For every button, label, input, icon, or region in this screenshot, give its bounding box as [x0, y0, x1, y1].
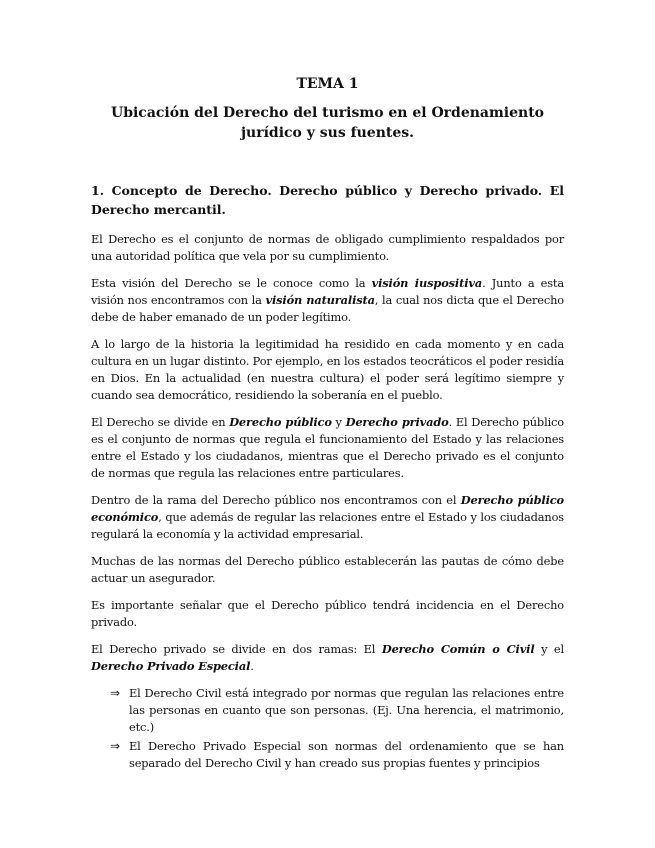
paragraph-4-text-c: y [331, 415, 346, 429]
term-derecho-publico: Derecho público [229, 415, 332, 429]
paragraph-5-text-a: Dentro de la rama del Derecho público nos encontramos con el [91, 493, 461, 507]
term-derecho-privado: Derecho privado [345, 415, 449, 429]
paragraph-3: A lo largo de la historia la legitimidad ha residido en cada momento y en cada cultura en un lugar distinto. Por ejemplo, en los estados teocráticos el poder residía en Dios. En la actualidad (en nuestra cultura) el poder será legítimo siempre y cuando sea democrático, residiendo la soberanía en el pueblo. [91, 337, 564, 402]
arrow-right-icon: ⇒ [110, 739, 120, 753]
paragraph-2 [91, 275, 564, 326]
paragraph-8-text-c: y el [534, 642, 564, 656]
list-item-text: El Derecho Civil está integrado por normas que regulan las relaciones entre las personas en cuanto que son personas. (Ej. Una herencia, el matrimonio, etc.) [129, 686, 564, 734]
paragraph-2-text-a: Esta visión del Derecho se le conoce como la [91, 276, 372, 290]
paragraph-8-text-a: El Derecho privado se divide en dos ramas: El [91, 642, 382, 656]
paragraph-7: Es importante señalar que el Derecho público tendrá incidencia en el Derecho privado. [91, 598, 564, 629]
paragraph-2-text-e: , la cual nos dicta que el Derecho debe de haber emanado de un poder legítimo. [91, 293, 564, 324]
chapter-title: Ubicación del Derecho del turismo en el Ordenamiento jurídico y sus fuentes. [110, 105, 544, 141]
bullet-list [91, 685, 564, 772]
term-vision-naturalista: visión naturalista [265, 293, 375, 307]
paragraph-2-text-c: . Junto a esta visión nos encontramos con la [91, 276, 564, 307]
list-item [91, 738, 564, 772]
chapter-label: TEMA 1 [296, 76, 359, 92]
document-content [91, 75, 564, 774]
paragraph-1: El Derecho es el conjunto de normas de obligado cumplimiento respaldados por una autoridad política que vela por su cumplimiento. [91, 232, 564, 263]
section-heading: 1. Concepto de Derecho. Derecho público y Derecho privado. El Derecho mercantil. [91, 183, 564, 217]
paragraph-8-text-e: . [250, 659, 254, 673]
paragraph-5-text-c: , que además de regular las relaciones entre el Estado y los ciudadanos regulará la economía y la actividad empresarial. [91, 510, 564, 541]
term-derecho-privado-especial: Derecho Privado Especial [91, 659, 251, 673]
paragraph-8 [91, 641, 564, 675]
term-vision-iuspositiva: visión iuspositiva [371, 276, 483, 290]
arrow-right-icon: ⇒ [110, 686, 120, 700]
paragraph-4-text-e: . El Derecho público es el conjunto de normas que regula el funcionamiento del Estado y las relaciones entre el Estado y los ciudadanos, mientras que el Derecho privado es el conjunto de normas que regula las relaciones entre particulares. [91, 415, 564, 480]
paragraph-4 [91, 414, 564, 482]
list-item-text: El Derecho Privado Especial son normas del ordenamiento que se han separado del Derecho Civil y han creado sus propias fuentes y principios [129, 739, 564, 770]
term-derecho-publico-economico: Derecho público económico [91, 493, 564, 524]
paragraph-5 [91, 492, 564, 543]
list-item [91, 685, 564, 736]
term-derecho-comun-civil: Derecho Común o Civil [381, 642, 535, 656]
paragraph-6: Muchas de las normas del Derecho público establecerán las pautas de cómo debe actuar un asegurador. [91, 554, 564, 585]
paragraph-4-text-a: El Derecho se divide en [91, 415, 230, 429]
